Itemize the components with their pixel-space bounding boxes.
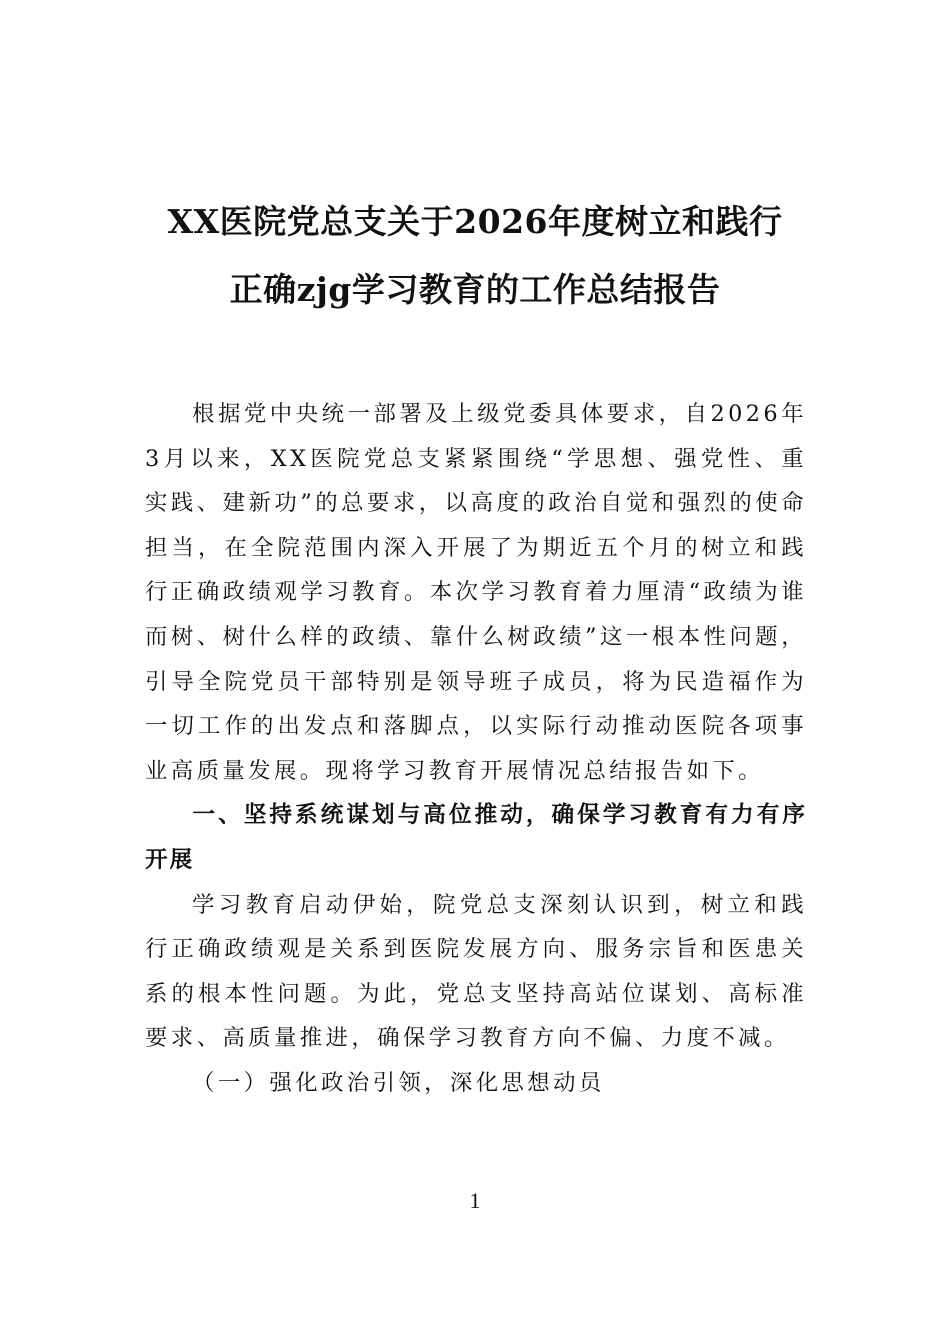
section-1-heading: 一、坚持系统谋划与高位推动，确保学习教育有力有序开展 — [145, 802, 807, 873]
page-number: 1 — [469, 1188, 481, 1213]
subsection-1-heading: （一）强化政治引领，深化思想动员 — [192, 1069, 605, 1096]
document-title-line-1: XX医院党总支关于2026年度树立和践行 — [167, 202, 783, 241]
intro-paragraph: 根据党中央统一部署及上级党委具体要求，自2026年3月以来，XX医院党总支紧紧围绕“学思想、强党性、重实践、建新功”的总要求，以高度的政治自觉和强烈的使命担当，在全院范围内深入开展了为期近五个月的树立和践行正确政绩观学习教育。本次学习教育着力厘清“政绩为谁而树、树什么样的政绩、靠什么树政绩”这一根本性问题，引导全院党员干部特别是领导班子成员，将为民造福作为一切工作的出发点和落脚点，以实际行动推动医院各项事业高质量发展。现将学习教育开展情况总结报告如下。 — [145, 401, 807, 784]
document-body — [145, 392, 807, 1106]
section-1-paragraph: 学习教育启动伊始，院党总支深刻认识到，树立和践行正确政绩观是关系到医院发展方向、服务宗旨和医患关系的根本性问题。为此，党总支坚持高站位谋划、高标准要求、高质量推进，确保学习教育方向不偏、力度不减。 — [145, 891, 807, 1052]
document-title-line-2: 正确zjg学习教育的工作总结报告 — [229, 270, 721, 309]
